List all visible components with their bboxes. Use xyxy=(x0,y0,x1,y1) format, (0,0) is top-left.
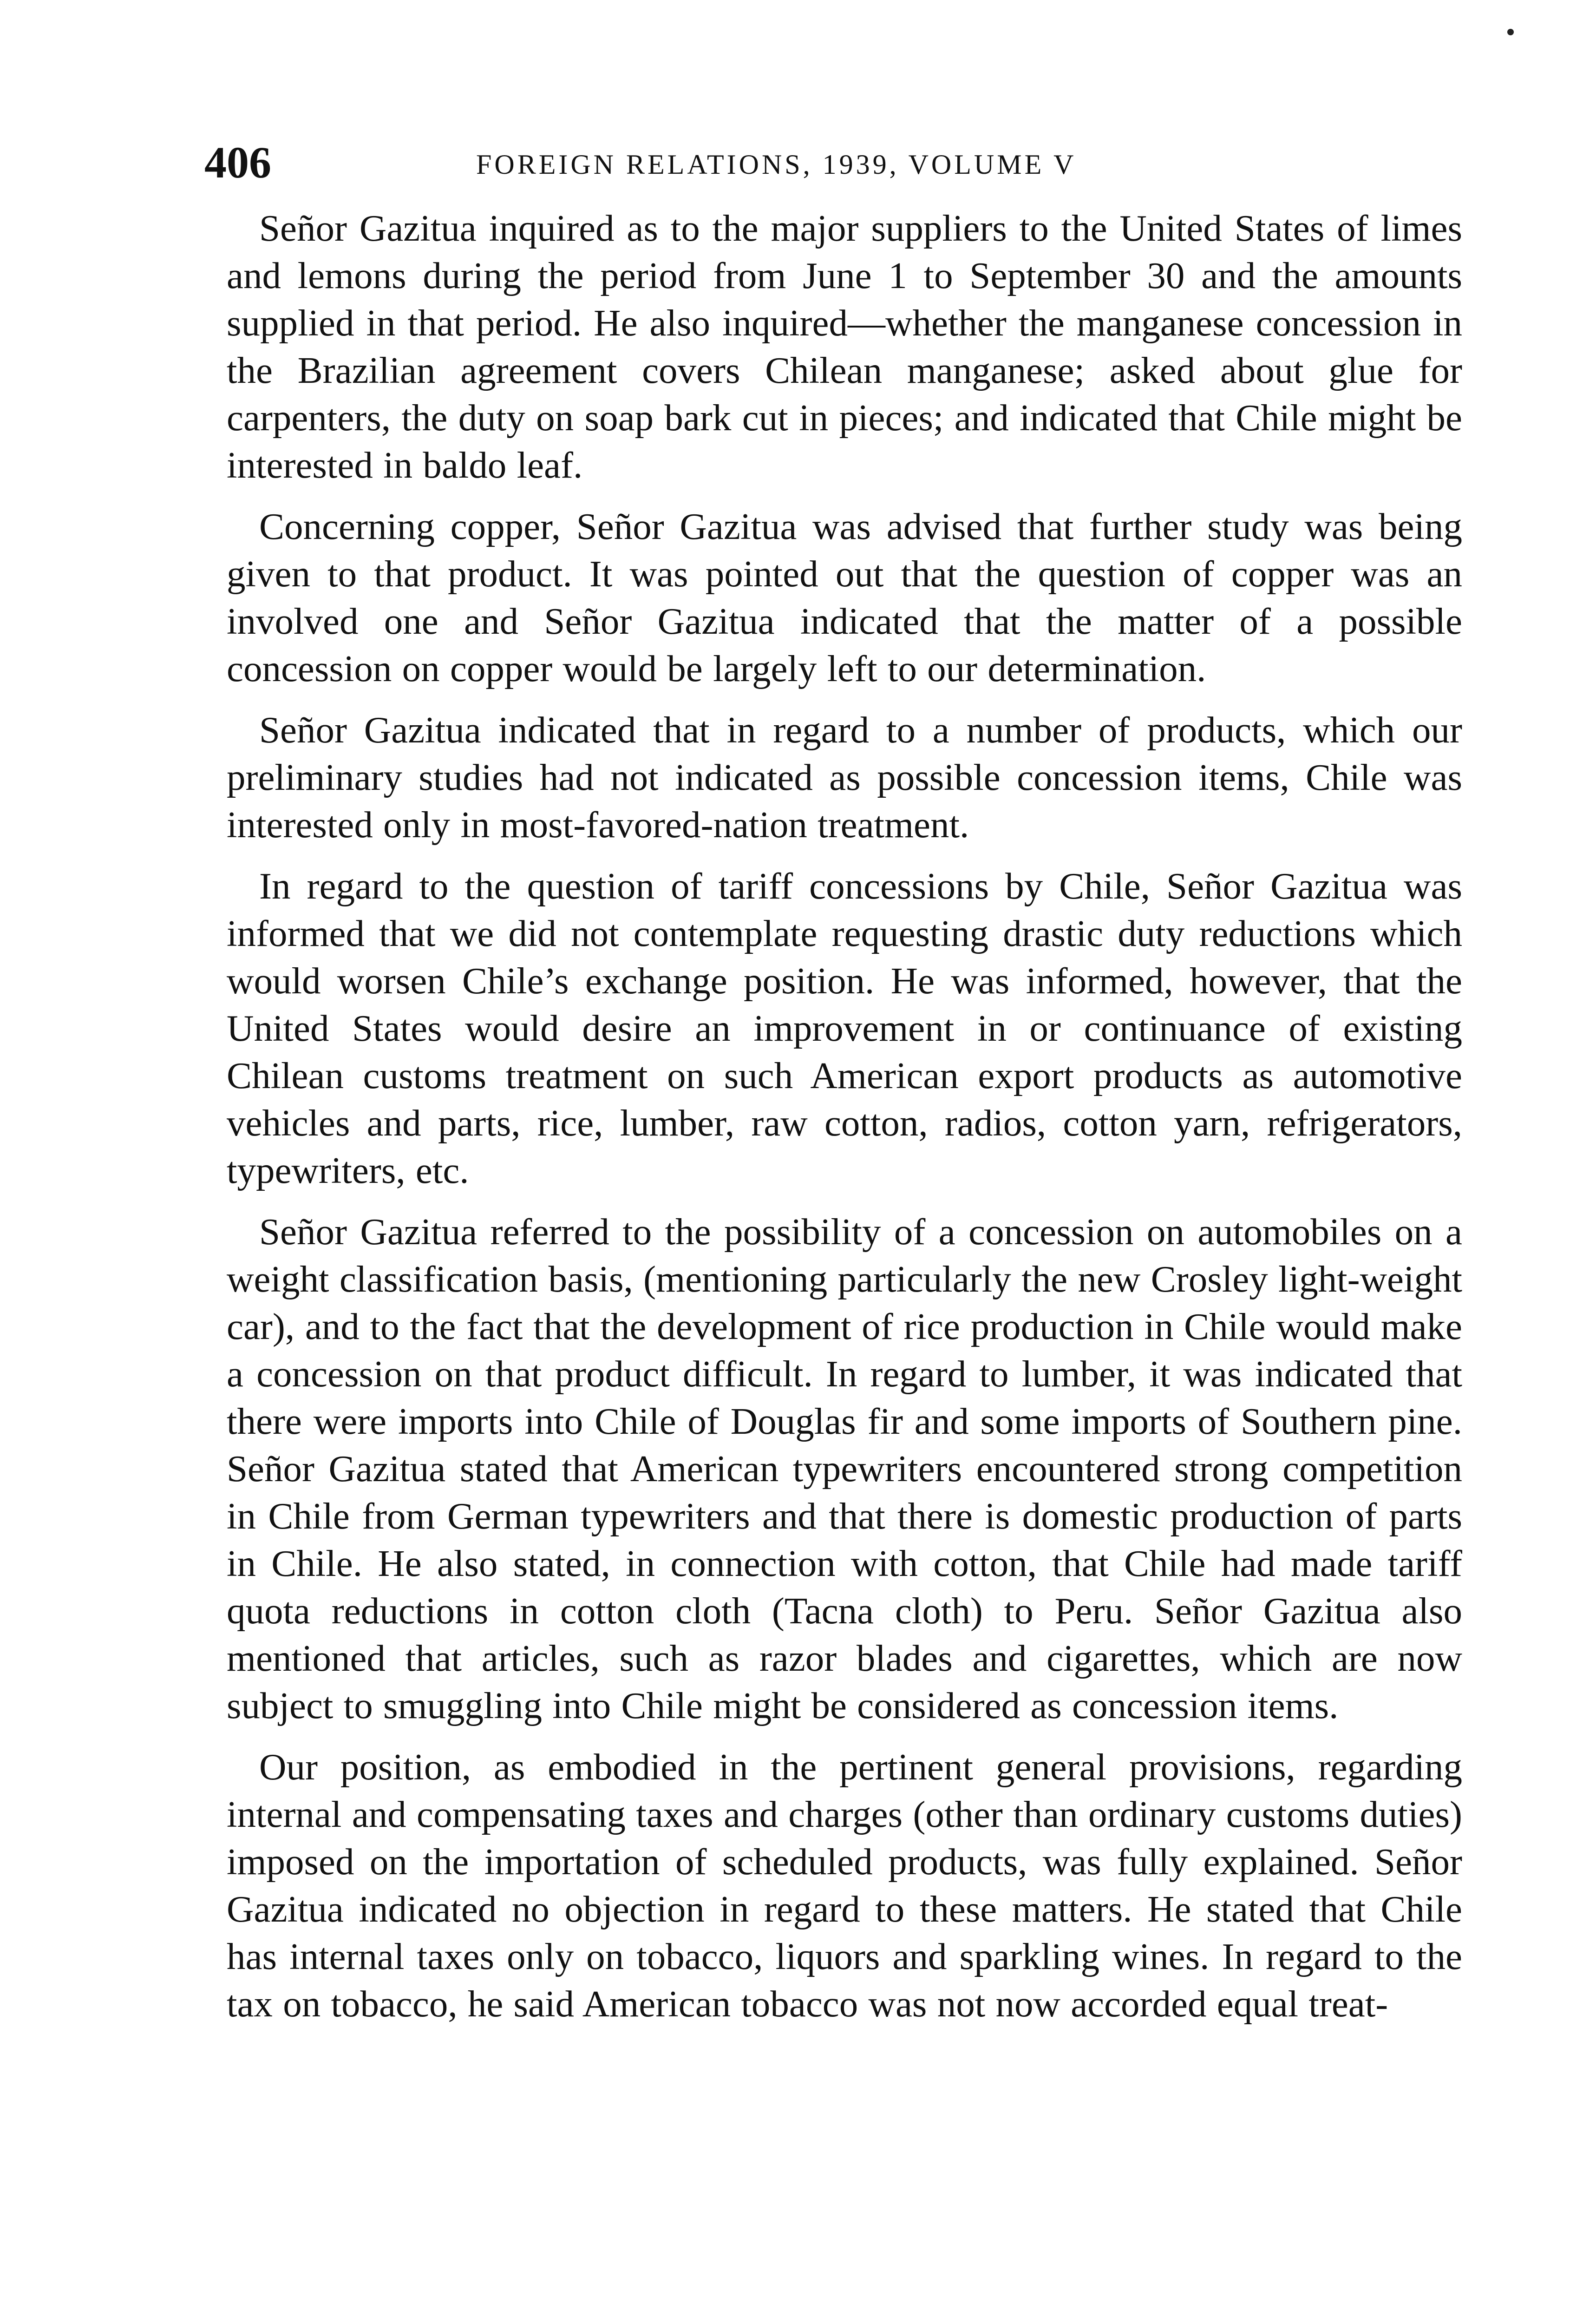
paragraph-5: Señor Gazitua referred to the possibility of a concession on automobiles on a weight classification basis, (mentioning particularly the new Crosley light-weight car), and to the fact that the development of rice production in Chile would make a concession on that product difficult. In regard to lumber, it was indicated that there were imports into Chile of Douglas fir and some imports of Southern pine. Señor Gazitua stated that American typewriters encountered strong competition in Chile from German typewriters and that there is domestic production of parts in Chile. He also stated, in connection with cotton, that Chile had made tariff quota reductions in cotton cloth (Tacna cloth) to Peru. Señor Gazitua also mentioned that articles, such as razor blades and cigarettes, which are now subject to smuggling into Chile might be considered as concession items. xyxy=(227,1211,1462,1726)
page-number: 406 xyxy=(204,138,271,187)
scan-speck xyxy=(1507,29,1514,35)
paragraph-3: Señor Gazitua indicated that in regard to a number of products, which our preliminary studies had not indicated as possible concession items, Chile was interested only in most-favored-nation treatment. xyxy=(227,709,1462,846)
running-header xyxy=(204,135,1459,190)
running-title: FOREIGN RELATIONS, 1939, VOLUME V xyxy=(476,149,1077,180)
paragraph-6: Our position, as embodied in the pertinent general provisions, regarding internal and compensating taxes and charges (other than ordinary customs duties) imposed on the importation of scheduled products, was fully explained. Señor Gazitua indicated no objection in regard to these matters. He stated that Chile has internal taxes only on tobacco, liquors and sparkling wines. In regard to the tax on tobacco, he said American tobacco was not now accorded equal treat- xyxy=(227,1746,1462,2025)
paragraph-4: In regard to the question of tariff concessions by Chile, Señor Gazitua was informed that we did not contemplate requesting drastic duty reductions which would worsen Chile’s exchange position. He was informed, however, that the United States would desire an improvement in or continuance of existing Chilean customs treatment on such American export products as automotive vehicles and parts, rice, lumber, raw cotton, radios, cotton yarn, refrigerators, typewriters, etc. xyxy=(227,865,1462,1191)
paragraph-2: Concerning copper, Señor Gazitua was advised that further study was being given to that product. It was pointed out that the question of copper was an involved one and Señor Gazitua indicated that the matter of a possible concession on copper would be largely left to our determination. xyxy=(227,505,1462,689)
paragraph-1: Señor Gazitua inquired as to the major suppliers to the United States of limes and lemons during the period from June 1 to September 30 and the amounts supplied in that period. He also inquired—whether the manganese concession in the Brazilian agreement covers Chilean manganese; asked about glue for carpenters, the duty on soap bark cut in pieces; and indicated that Chile might be interested in baldo leaf. xyxy=(227,207,1462,486)
body-text xyxy=(227,204,1462,2041)
